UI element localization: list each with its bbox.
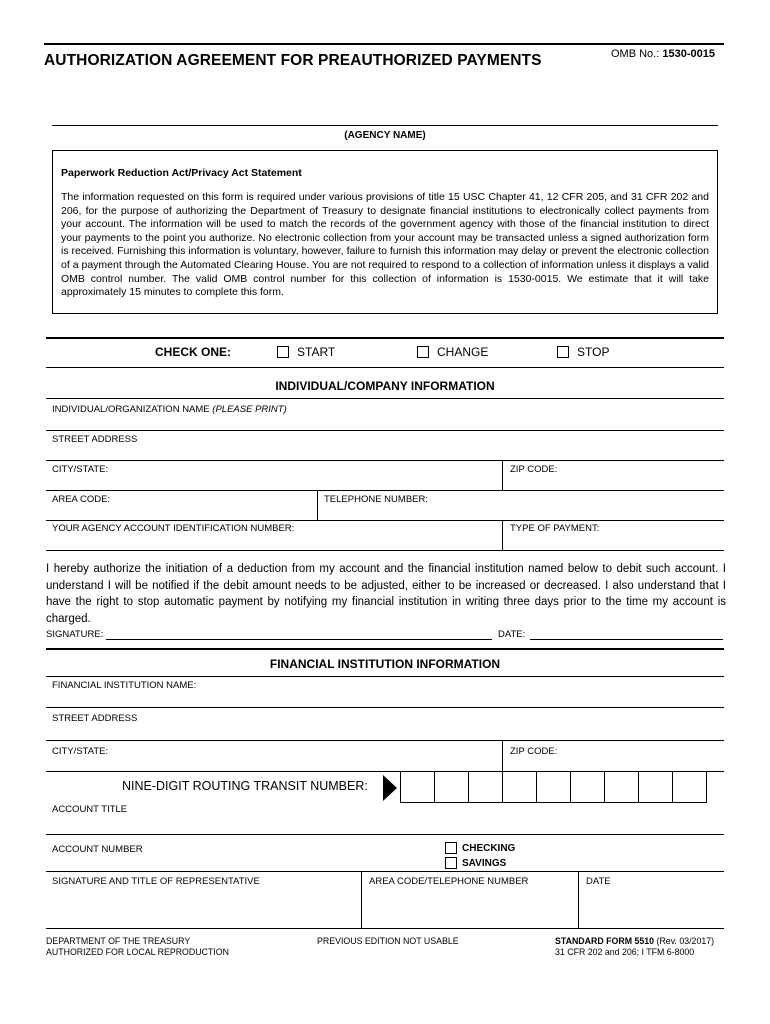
representative-date-label[interactable]: DATE <box>586 876 611 887</box>
row-divider <box>46 520 724 521</box>
routing-arrow-icon <box>382 774 398 802</box>
routing-digit-box[interactable] <box>604 771 639 803</box>
column-divider <box>317 490 318 520</box>
individual-area-code-label[interactable]: AREA CODE: <box>52 494 111 505</box>
representative-signature-label[interactable]: SIGNATURE AND TITLE OF REPRESENTATIVE <box>52 876 260 887</box>
individual-street-label[interactable]: STREET ADDRESS <box>52 434 138 445</box>
financial-city-label[interactable]: CITY/STATE: <box>52 746 109 757</box>
individual-zip-label[interactable]: ZIP CODE: <box>510 464 558 475</box>
bottom-rule <box>46 928 724 929</box>
column-divider <box>502 740 503 771</box>
checking-checkbox[interactable] <box>445 842 457 854</box>
column-divider <box>361 871 362 928</box>
routing-digit-box[interactable] <box>434 771 469 803</box>
routing-number-label: NINE-DIGIT ROUTING TRANSIT NUMBER: <box>122 779 368 793</box>
row-divider <box>46 430 724 431</box>
financial-section-title: FINANCIAL INSTITUTION INFORMATION <box>269 657 501 671</box>
account-number-label[interactable]: ACCOUNT NUMBER <box>52 844 143 855</box>
financial-zip-label[interactable]: ZIP CODE: <box>510 746 558 757</box>
routing-digit-box[interactable] <box>400 771 435 803</box>
individual-section-rule <box>46 398 724 399</box>
footer-form-reference: 31 CFR 202 and 206; I TFM 6-8000 <box>555 947 695 957</box>
row-divider <box>46 460 724 461</box>
start-checkbox[interactable] <box>277 346 289 358</box>
individual-section-title: INDIVIDUAL/COMPANY INFORMATION <box>275 379 495 393</box>
omb-value: 1530-0015 <box>662 48 715 60</box>
savings-label: SAVINGS <box>462 858 507 869</box>
signature-date-line[interactable] <box>530 639 723 640</box>
column-divider <box>578 871 579 928</box>
individual-phone-label[interactable]: TELEPHONE NUMBER: <box>324 494 428 505</box>
footer-form-info <box>555 936 714 958</box>
routing-digit-box[interactable] <box>536 771 571 803</box>
please-print-hint: (PLEASE PRINT) <box>212 404 287 415</box>
agency-name-line[interactable] <box>52 125 718 126</box>
row-divider <box>46 707 724 708</box>
individual-city-label[interactable]: CITY/STATE: <box>52 464 109 475</box>
checking-label: CHECKING <box>462 843 516 854</box>
payment-type-label[interactable]: TYPE OF PAYMENT: <box>510 523 600 534</box>
signature-date-label: DATE: <box>498 629 526 640</box>
row-divider <box>46 871 724 872</box>
check-one-top-rule <box>46 337 724 339</box>
agency-account-id-label[interactable]: YOUR AGENCY ACCOUNT IDENTIFICATION NUMBER: <box>52 523 295 534</box>
change-checkbox[interactable] <box>417 346 429 358</box>
change-option-label: CHANGE <box>437 345 489 359</box>
representative-phone-label[interactable]: AREA CODE/TELEPHONE NUMBER <box>369 876 529 887</box>
footer-form-name: STANDARD FORM 5510 <box>555 936 655 946</box>
top-rule <box>44 43 724 45</box>
savings-checkbox[interactable] <box>445 857 457 869</box>
check-one-label: CHECK ONE: <box>155 345 232 359</box>
financial-name-label[interactable]: FINANCIAL INSTITUTION NAME: <box>52 680 197 691</box>
routing-digit-box[interactable] <box>638 771 673 803</box>
authorization-statement: I hereby authorize the initiation of a deduction from my account and the financial institution named below to debit such account. I understand I will be notified if the debit amount needs to be adjusted, either to be increased or decreased. I also understand that I have the right to stop automatic payment by notifying my financial institution in writing three days prior to the time my account is charged. <box>46 563 726 625</box>
omb-number <box>611 48 715 60</box>
footer-department-line1: DEPARTMENT OF THE TREASURY <box>46 936 191 946</box>
footer-form-revision: (Rev. 03/2017) <box>656 936 715 946</box>
footer-department <box>46 936 229 958</box>
routing-digit-box[interactable] <box>468 771 503 803</box>
individual-name-label: INDIVIDUAL/ORGANIZATION NAME <box>52 404 210 415</box>
omb-label: OMB No.: <box>611 48 660 60</box>
form-title: AUTHORIZATION AGREEMENT FOR PREAUTHORIZED PAYMENTS <box>44 52 542 69</box>
row-divider <box>46 740 724 741</box>
privacy-statement-body: The information requested on this form is required under various provisions of title 15 USC Chapter 41, 12 CFR 205, and 31 CFR 202 and 206, for the purpose of authorizing the Department of Treasury to designate financial institutions to electronically collect payments from your account. The information will be used to match the records of the government agency with those of the financial institution to direct your payments to the point you authorize. No electronic collection from your account may be transacted unless a signed authorization form is received. Furnishing this information is voluntary, however, failure to furnish this information may delay or prevent the electronic collection of a payment through the Automated Clearing House. You are not required to respond to a collection of information unless it displays a valid OMB control number. The valid OMB control number for this collection of information is 1530-0015. We estimate that it will take approximately 15 minutes to complete this form. <box>61 191 709 299</box>
column-divider <box>502 520 503 550</box>
footer-department-line2: AUTHORIZED FOR LOCAL REPRODUCTION <box>46 947 229 957</box>
check-one-bottom-rule <box>46 367 724 368</box>
signature-line[interactable] <box>106 639 492 640</box>
agency-name-label: (AGENCY NAME) <box>344 130 426 141</box>
stop-checkbox[interactable] <box>557 346 569 358</box>
column-divider <box>502 460 503 490</box>
routing-digit-box[interactable] <box>570 771 605 803</box>
signature-label: SIGNATURE: <box>46 629 104 640</box>
individual-name-field[interactable] <box>52 404 287 415</box>
financial-section-top-rule <box>46 648 724 650</box>
row-divider <box>46 834 724 835</box>
row-divider <box>46 490 724 491</box>
account-title-label[interactable]: ACCOUNT TITLE <box>52 804 128 815</box>
financial-street-label[interactable]: STREET ADDRESS <box>52 713 138 724</box>
footer-previous-edition: PREVIOUS EDITION NOT USABLE <box>317 936 459 946</box>
start-option-label: START <box>297 345 336 359</box>
row-divider <box>46 550 724 551</box>
routing-digit-box[interactable] <box>502 771 537 803</box>
financial-section-rule <box>46 676 724 677</box>
privacy-statement-title: Paperwork Reduction Act/Privacy Act Statement <box>61 167 302 179</box>
routing-digit-box[interactable] <box>672 771 707 803</box>
stop-option-label: STOP <box>577 345 610 359</box>
privacy-statement-box <box>52 150 718 314</box>
